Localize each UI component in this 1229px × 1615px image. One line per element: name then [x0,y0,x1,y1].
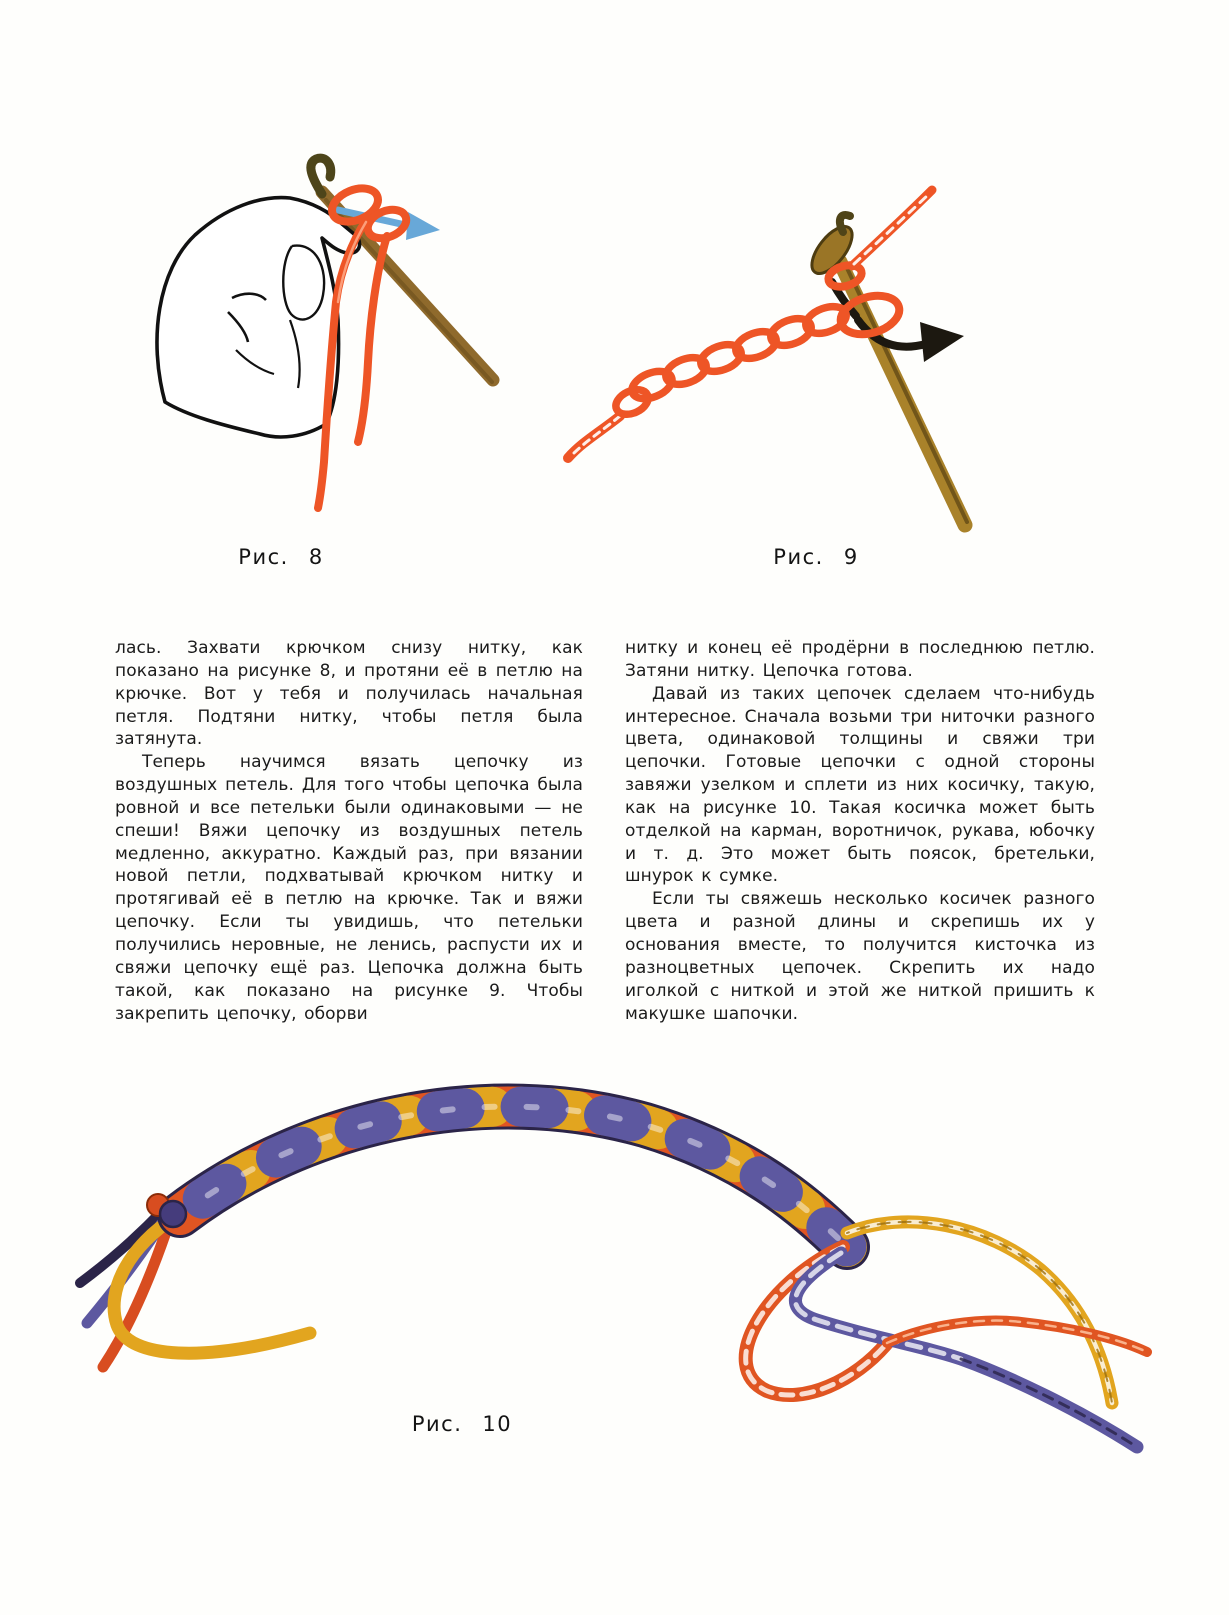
figure9-caption-number: 9 [843,545,859,569]
text-column-right [625,637,1095,1025]
figure8-caption-number: 8 [308,545,324,569]
figure9-illustration [540,170,980,550]
braid-right-chains [746,1222,1147,1447]
braid-left-tails [80,1210,310,1367]
figure10-caption-label: Рис. [411,1412,463,1436]
paragraph: лась. Захвати крючком снизу нитку, как показано на рисунке 8, и протяни её в петлю на крючке. Вот у тебя и получилась начальная петля. Подтяни нитку, чтобы петля была затянута. [115,638,583,750]
paragraph: нитку и конец её продёрни в последнюю петлю. Затяни нитку. Цепочка готова. [625,638,1095,681]
figure9-caption-label: Рис. [773,545,824,569]
figure10-caption [342,1412,582,1436]
crochet-hook-icon [805,215,967,525]
figure8-caption-label: Рис. [238,545,289,569]
braid-band [180,1107,847,1247]
figure9-caption [696,545,936,569]
paragraph: Теперь научимся вязать цепочку из воздушных петель. Для того чтобы цепочка была ровной и все петельки были одинаковыми — не спеши! Вяжи цепочку из воздушных петель медленно, аккуратно. Каждый раз, при вязании новой петли, подхватывай крючком нитку и протягивай её в петлю на крючке. Так и вяжи цепочку. Если ты увидишь, что петельки получились неровные, не ленись, распусти их и свяжи цепочку ещё раз. Цепочка должна быть такой, как показано на рисунке 9. Чтобы закрепить цепочку, оборви [115,752,583,1024]
figure10-caption-number: 10 [482,1412,513,1436]
paragraph: Если ты свяжешь несколько косичек разного цвета и разной длины и скрепишь их у основания вместе, то получится кисточка из разноцветных цепочек. Скрепить их надо иголкой с ниткой и этой же ниткой пришить к макушке шапочки. [625,889,1095,1024]
figure10-illustration [55,1075,1195,1465]
paragraph: Давай из таких цепочек сделаем что-нибудь интересное. Сначала возьми три ниточки разного цвета, одинаковой толщины и свяжи три цепочки. Готовые цепочки с одной стороны завяжи узелком и сплети из них косичку, такую, как на рисунке 10. Такая косичка может быть отделкой на карман, воротничок, рукава, юбочку и т. д. Это может быть поясок, бретельки, шнурок к сумке. [625,683,1095,887]
text-column-left [115,637,583,1025]
figure8-caption [161,545,401,569]
figure8-illustration [140,150,520,540]
